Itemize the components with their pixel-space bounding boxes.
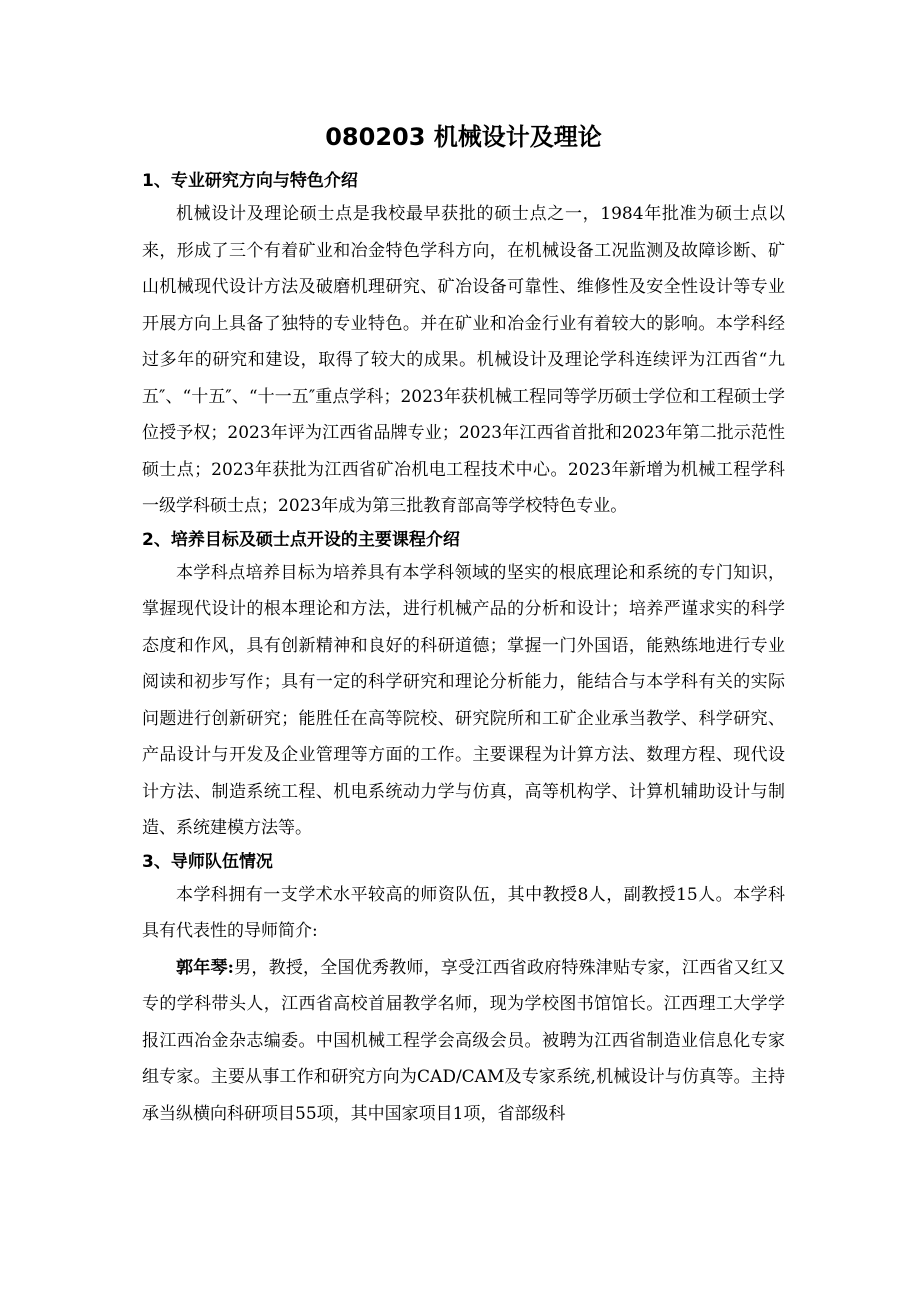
section-3-paragraph: 本学科拥有一支学术水平较高的师资队伍，其中教授8人，副教授15人。本学科具有代表性的导师简介: [142, 884, 785, 941]
section-2-heading: 2、培养目标及硕士点开设的主要课程介绍 [142, 529, 460, 550]
section-3-heading: 3、导师队伍情况 [142, 851, 273, 872]
advisor-profile [142, 950, 785, 1133]
section-1-paragraph: 机械设计及理论硕士点是我校最早获批的硕士点之一，1984年批准为硕士点以来，形成了三个有着矿业和冶金特色学科方向，在机械设备工况监测及故障诊断、矿山机械现代设计方法及破磨机理研究、矿冶设备可靠性、维修性及安全性设计等专业开展方向上具备了独特的专业特色。并在矿业和冶金行业有着较大的影响。本学科经过多年的研究和建设，取得了较大的成果。机械设计及理论学科连续评为江西省“九五″、“十五″、“十一五″重点学科；2023年获机械工程同等学历硕士学位和工程硕士学位授予权；2023年评为江西省品牌专业；2023年江西省首批和2023年第二批示范性硕士点；2023年获批为江西省矿冶机电工程技术中心。2023年新增为机械工程学科一级学科硕士点；2023年成为第三批教育部高等学校特色专业。 [142, 204, 785, 516]
section-1-heading: 1、专业研究方向与特色介绍 [142, 171, 358, 191]
section-2-paragraph: 本学科点培养目标为培养具有本学科领域的坚实的根底理论和系统的专门知识，掌握现代设计的根本理论和方法，进行机械产品的分析和设计；培养严谨求实的科学态度和作风，具有创新精神和良好的科研道德；掌握一门外国语，能熟练地进行专业阅读和初步写作；具有一定的科学研究和理论分析能力，能结合与本学科有关的实际问题进行创新研究；能胜任在高等院校、研究院所和工矿企业承当教学、科学研究、产品设计与开发及企业管理等方面的工作。主要课程为计算方法、数理方程、现代设计方法、制造系统工程、机电系统动力学与仿真，高等机构学、计算机辅助设计与制造、系统建模方法等。 [142, 562, 785, 838]
advisor-name: 郭年琴: [176, 957, 234, 978]
advisor-profile-text: 男，教授，全国优秀教师，享受江西省政府特殊津贴专家，江西省又红又专的学科带头人，江西省高校首届教学名师，现为学校图书馆馆长。江西理工大学学报江西冶金杂志编委。中国机械工程学会高级会员。被聘为江西省制造业信息化专家组专家。主要从事工作和研究方向为CAD/CAM及专家系统,机械设计与仿真等。主持承当纵横向科研项目55项，其中国家项目1项，省部级科 [142, 957, 785, 1124]
document-title: 080203 机械设计及理论 [325, 123, 602, 151]
